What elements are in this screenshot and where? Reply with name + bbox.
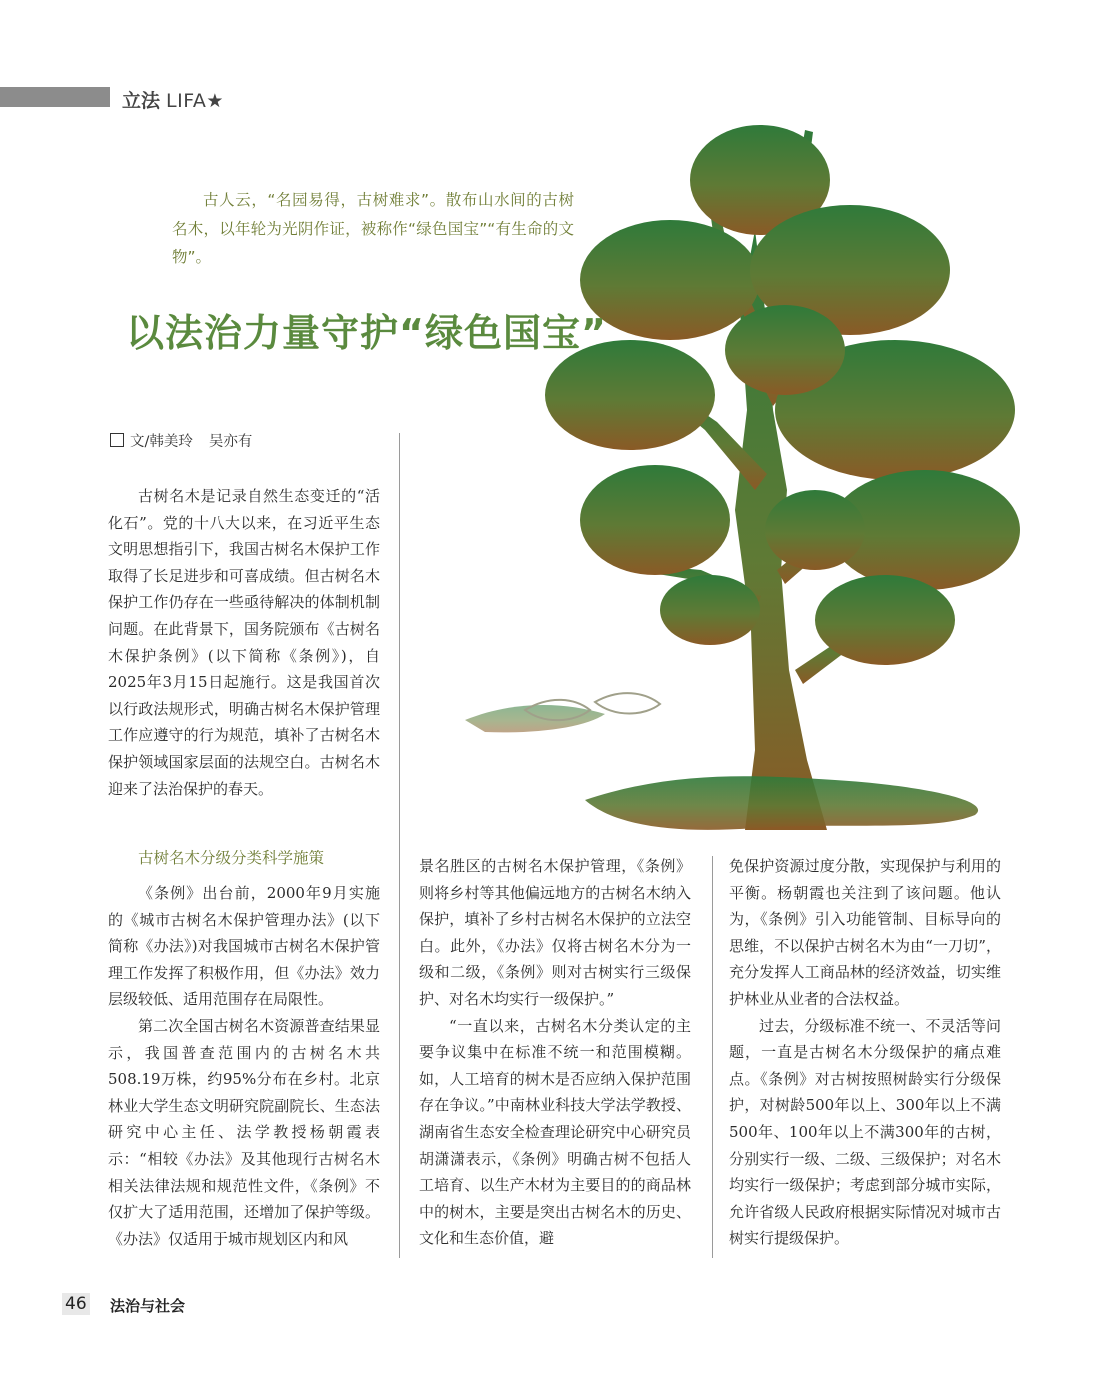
lead-paragraph: 古人云，“名园易得，古树难求”。散布山水间的古树名木，以年轮为光阴作证，被称作“绿色国宝”“有生命的文物”。 (172, 191, 574, 266)
body-paragraph: 景名胜区的古树名木保护管理，《条例》则将乡村等其他偏远地方的古树名木纳入保护，填补了乡村古树名木保护的立法空白。此外，《办法》仅将古树名木分为一级和二级，《条例》则对古树实行三级保护、对名木均实行一级保护。” (419, 857, 691, 1008)
section-label-en: LIFA★ (166, 90, 224, 112)
ancient-tree-illustration-icon (455, 110, 1045, 840)
byline-coauthor: 吴亦有 (208, 434, 253, 450)
magazine-name: 法治与社会 (110, 1297, 186, 1315)
column-divider (712, 856, 713, 1258)
headline: 以法治力量守护“绿色国宝” (126, 311, 607, 355)
column-3 (729, 853, 1001, 1252)
column-divider (399, 433, 400, 1258)
body-paragraph: 古树名木是记录自然生态变迁的“活化石”。党的十八大以来，在习近平生态文明思想指引下，我国古树名木保护工作取得了长足进步和可喜成绩。但古树名木保护工作仍存在一些亟待解决的体制机制问题。在此背景下，国务院颁布《古树名木保护条例》(以下简称《条例》)，自2025年3月15日起施行。这是我国首次以行政法规形式，明确古树名木保护管理工作应遵守的行为规范，填补了古树名木保护领域国家层面的法规空白。古树名木迎来了法治保护的春天。 (108, 487, 380, 798)
column-1-intro (108, 483, 380, 802)
body-paragraph: 第二次全国古树名木资源普查结果显示，我国普查范围内的古树名木共508.19万株，约95%分布在乡村。北京林业大学生态文明研究院副院长、生态法研究中心主任、法学教授杨朝霞表示：“相较《办法》及其他现行古树名木相关法律法规和规范性文件，《条例》不仅扩大了适用范围，还增加了保护等级。《办法》仅适用于城市规划区内和风 (108, 1016, 380, 1248)
column-2 (419, 853, 691, 1252)
column-1-body (108, 880, 380, 1252)
page-number: 46 (62, 1293, 90, 1315)
body-paragraph: “一直以来，古树名木分类认定的主要争议集中在标准不统一和范围模糊。如，人工培育的树木是否应纳入保护范围存在争议。”中南林业科技大学法学教授、湖南省生态安全检查理论研究中心研究员胡潇潇表示，《条例》明确古树不包括人工培育、以生产木材为主要目的的商品林中的树木，主要是突出古树名木的历史、文化和生态价值，避 (419, 1016, 691, 1248)
byline (110, 430, 252, 451)
section-label-zh: 立法 (122, 90, 161, 112)
sub-heading: 古树名木分级分类科学施策 (138, 849, 325, 867)
body-paragraph: 《条例》出台前，2000年9月实施的《城市古树名木保护管理办法》(以下简称《办法》)对我国城市古树名木保护管理工作发挥了积极作用，但《办法》效力层级较低、适用范围存在局限性。 (108, 884, 380, 1009)
section-label (122, 86, 224, 113)
body-paragraph: 免保护资源过度分散，实现保护与利用的平衡。杨朝霞也关注到了该问题。他认为，《条例》引入功能管制、目标导向的思维，不以保护古树名木为由“一刀切”，充分发挥人工商品林的经济效益，切实维护林业从业者的合法权益。 (729, 857, 1001, 1008)
byline-box-icon (110, 433, 124, 447)
byline-author: 文/韩美玲 (130, 434, 193, 450)
body-paragraph: 过去，分级标准不统一、不灵活等问题，一直是古树名木分级保护的痛点难点。《条例》对古树按照树龄实行分级保护，对树龄500年以上、300年以上不满500年、100年以上不满300年的古树，分别实行一级、二级、三级保护；对名木均实行一级保护；考虑到部分城市实际，允许省级人民政府根据实际情况对城市古树实行提级保护。 (729, 1016, 1001, 1248)
section-bar (0, 87, 110, 107)
